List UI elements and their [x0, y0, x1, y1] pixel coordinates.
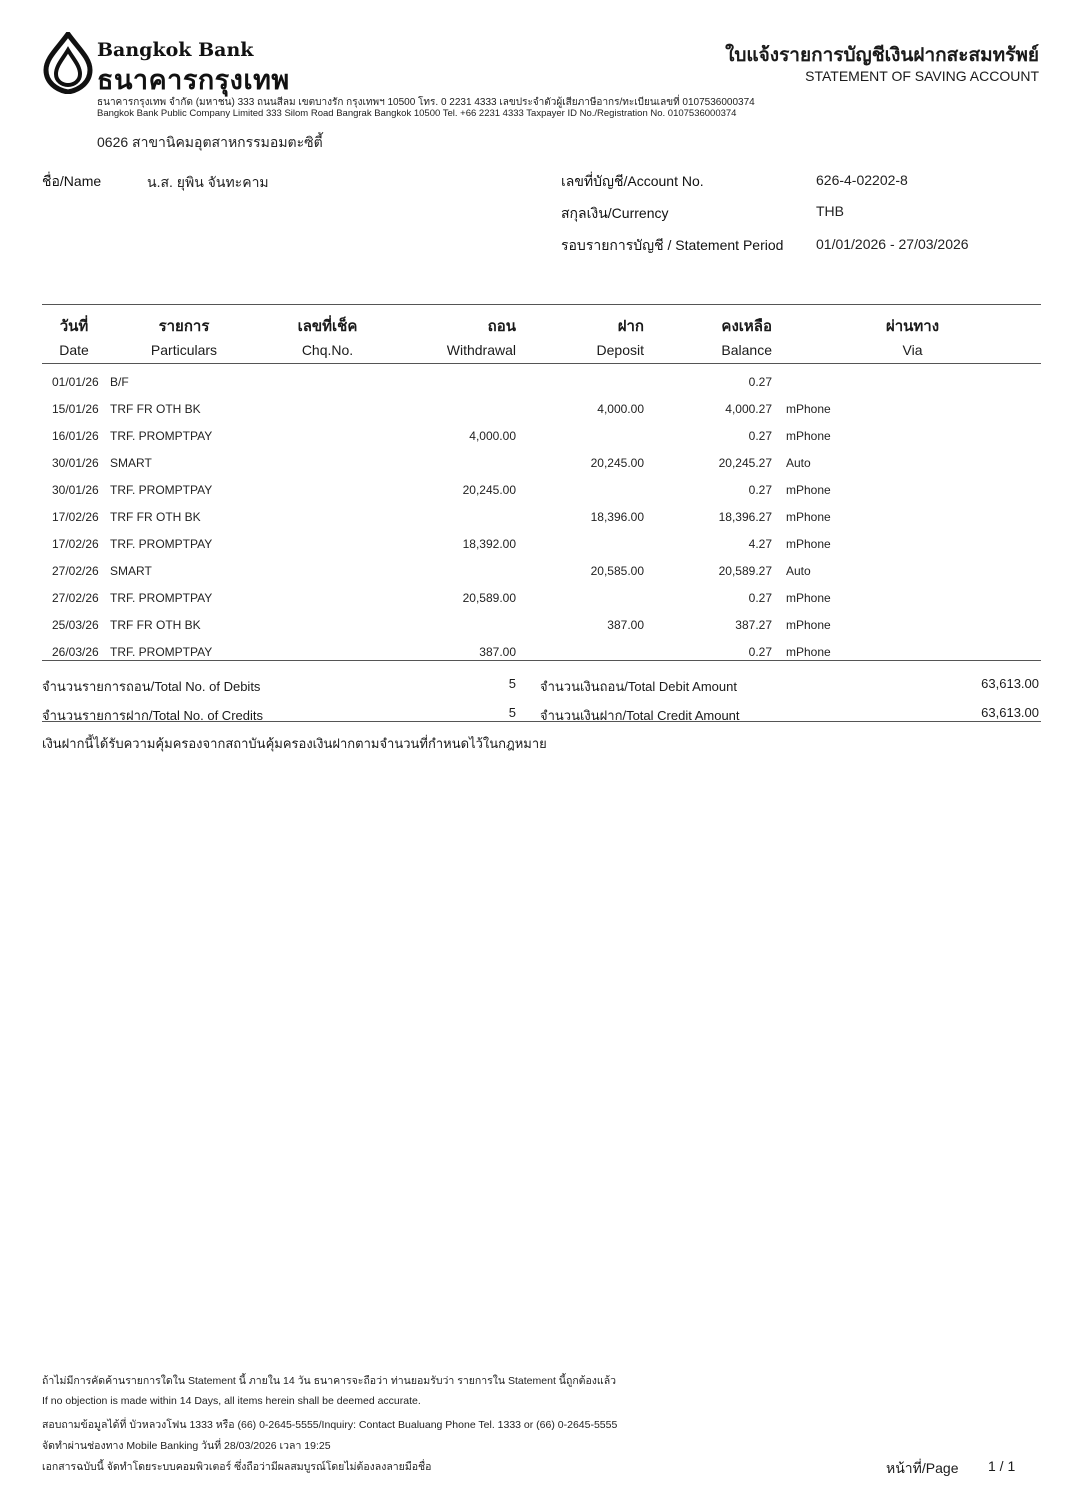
page-number: 1 / 1 — [988, 1458, 1016, 1474]
row-balance: 0.27 — [748, 429, 772, 443]
totals-rule — [42, 721, 1041, 722]
row-date: 30/01/26 — [52, 456, 99, 470]
credits-count-label: จำนวนรายการฝาก/Total No. of Credits — [42, 708, 263, 723]
row-balance: 0.27 — [748, 645, 772, 659]
bangkok-bank-lotus-icon — [40, 32, 96, 94]
row-balance: 20,589.27 — [718, 564, 772, 578]
period-label: รอบรายการบัญชี / Statement Period — [561, 237, 784, 253]
row-withdrawal: 20,589.00 — [462, 591, 516, 605]
debits-count: 5 — [508, 676, 516, 691]
footer-computer-generated: เอกสารฉบับนี้ จัดทำโดยระบบคอมพิวเตอร์ ซึ่งถือว่ามีผลสมบูรณ์โดยไม่ต้องลงลายมือชื่อ — [42, 1461, 432, 1473]
header-date-en: Date — [59, 342, 89, 358]
row-particulars: TRF. PROMPTPAY — [110, 645, 213, 659]
page-label: หน้าที่/Page — [886, 1460, 959, 1476]
table-top-rule — [42, 304, 1041, 305]
row-deposit: 18,396.00 — [590, 510, 644, 524]
row-via: mPhone — [786, 618, 831, 632]
row-balance: 4.27 — [748, 537, 772, 551]
row-balance: 18,396.27 — [718, 510, 772, 524]
header-date-th: วันที่ — [59, 318, 89, 335]
name-label: ชื่อ/Name — [42, 173, 102, 189]
footer-inquiry: สอบถามข้อมูลได้ที่ บัวหลวงโฟน 1333 หรือ (66) 0-2645-5555/Inquiry: Contact Bualuang Phone Tel. 1333 or (66) 0-2645-5555 — [42, 1419, 618, 1431]
account-value: 626-4-02202-8 — [816, 172, 908, 188]
document-title-en: STATEMENT OF SAVING ACCOUNT — [805, 68, 1039, 84]
row-date: 17/02/26 — [52, 537, 99, 551]
credit-amount-label: จำนวนเงินฝาก/Total Credit Amount — [540, 708, 740, 723]
table-row — [0, 561, 1084, 588]
row-deposit: 20,585.00 — [590, 564, 644, 578]
row-particulars: TRF FR OTH BK — [110, 618, 201, 632]
row-particulars: TRF FR OTH BK — [110, 510, 201, 524]
row-date: 17/02/26 — [52, 510, 99, 524]
footer-objection-th: ถ้าไม่มีการคัดค้านรายการใดใน Statement นี้ ภายใน 14 วัน ธนาคารจะถือว่า ท่านยอมรับว่า รายการใน Statement นี้ถูกต้องแล้ว — [42, 1375, 617, 1387]
row-particulars: SMART — [110, 564, 152, 578]
row-particulars: B/F — [110, 375, 129, 389]
bank-address-th: ธนาคารกรุงเทพ จำกัด (มหาชน) 333 ถนนสีลม เขตบางรัก กรุงเทพฯ 10500 โทร. 0 2231 4333 เลขประจำตัวผู้เสียภาษีอากร/ทะเบียนเลขที่ 0107536000374 — [97, 97, 755, 108]
table-row — [0, 480, 1084, 507]
currency-value: THB — [816, 203, 844, 219]
bank-name-th: ธนาคารกรุงเทพ — [97, 65, 290, 95]
header-particulars-th: รายการ — [158, 318, 210, 335]
table-row — [0, 372, 1084, 399]
credit-amount: 63,613.00 — [981, 705, 1039, 720]
row-particulars: TRF. PROMPTPAY — [110, 483, 213, 497]
row-particulars: TRF. PROMPTPAY — [110, 537, 213, 551]
bank-name-en: Bangkok Bank — [97, 39, 254, 61]
row-particulars: TRF. PROMPTPAY — [110, 429, 213, 443]
row-via: mPhone — [786, 645, 831, 659]
header-chq-th: เลขที่เช็ค — [297, 318, 358, 335]
table-row — [0, 615, 1084, 642]
row-balance: 387.27 — [735, 618, 772, 632]
row-via: mPhone — [786, 483, 831, 497]
header-deposit-en: Deposit — [596, 342, 644, 358]
table-row — [0, 642, 1084, 669]
transaction-table-body — [0, 372, 1084, 669]
bank-address-en: Bangkok Bank Public Company Limited 333 Silom Road Bangrak Bangkok 10500 Tel. +66 2231 4333 Taxpayer ID No./Registration No. 0107536000374 — [97, 108, 737, 119]
header-withdrawal-en: Withdrawal — [446, 342, 516, 358]
row-date: 25/03/26 — [52, 618, 99, 632]
debits-count-label: จำนวนรายการถอน/Total No. of Debits — [42, 679, 261, 694]
header-chq-en: Chq.No. — [301, 342, 354, 358]
credits-count: 5 — [508, 705, 516, 720]
currency-label: สกุลเงิน/Currency — [561, 205, 669, 221]
row-balance: 4,000.27 — [725, 402, 772, 416]
row-via: mPhone — [786, 510, 831, 524]
table-row — [0, 534, 1084, 561]
document-title-th: ใบแจ้งรายการบัญชีเงินฝากสะสมทรัพย์ — [725, 45, 1039, 66]
row-particulars: SMART — [110, 456, 152, 470]
row-via: Auto — [786, 456, 811, 470]
row-date: 30/01/26 — [52, 483, 99, 497]
row-date: 27/02/26 — [52, 591, 99, 605]
row-balance: 0.27 — [748, 483, 772, 497]
table-bottom-rule — [42, 660, 1041, 661]
table-header-rule — [42, 363, 1041, 364]
row-date: 01/01/26 — [52, 375, 99, 389]
table-row — [0, 399, 1084, 426]
row-withdrawal: 4,000.00 — [469, 429, 516, 443]
deposit-protection-note: เงินฝากนี้ได้รับความคุ้มครองจากสถาบันคุ้มครองเงินฝากตามจำนวนที่กำหนดไว้ในกฎหมาย — [42, 736, 547, 751]
account-label: เลขที่บัญชี/Account No. — [561, 173, 704, 189]
header-particulars-en: Particulars — [150, 342, 218, 358]
row-particulars: TRF FR OTH BK — [110, 402, 201, 416]
row-via: mPhone — [786, 429, 831, 443]
table-row — [0, 588, 1084, 615]
row-balance: 20,245.27 — [718, 456, 772, 470]
table-row — [0, 426, 1084, 453]
row-deposit: 4,000.00 — [597, 402, 644, 416]
row-balance: 0.27 — [748, 591, 772, 605]
row-particulars: TRF. PROMPTPAY — [110, 591, 213, 605]
row-withdrawal: 387.00 — [479, 645, 516, 659]
period-value: 01/01/2026 - 27/03/2026 — [816, 236, 969, 252]
row-via: Auto — [786, 564, 811, 578]
header-via-en: Via — [902, 342, 923, 358]
row-date: 15/01/26 — [52, 402, 99, 416]
row-deposit: 20,245.00 — [590, 456, 644, 470]
header-deposit-th: ฝาก — [617, 318, 644, 335]
row-via: mPhone — [786, 402, 831, 416]
table-row — [0, 453, 1084, 480]
table-row — [0, 507, 1084, 534]
branch-name: 0626 สาขานิคมอุตสาหกรรมอมตะซิตี้ — [97, 134, 323, 150]
row-via: mPhone — [786, 537, 831, 551]
footer-objection-en: If no objection is made within 14 Days, all items herein shall be deemed accurate. — [42, 1395, 421, 1407]
footer-generated-date: จัดทำผ่านช่องทาง Mobile Banking วันที่ 28/03/2026 เวลา 19:25 — [42, 1440, 331, 1452]
header-balance-th: คงเหลือ — [721, 318, 772, 335]
debit-amount: 63,613.00 — [981, 676, 1039, 691]
row-withdrawal: 18,392.00 — [462, 537, 516, 551]
row-balance: 0.27 — [748, 375, 772, 389]
row-deposit: 387.00 — [607, 618, 644, 632]
bank-logo — [40, 32, 96, 94]
debit-amount-label: จำนวนเงินถอน/Total Debit Amount — [540, 679, 737, 694]
header-via-th: ผ่านทาง — [885, 318, 940, 335]
row-withdrawal: 20,245.00 — [462, 483, 516, 497]
header-withdrawal-th: ถอน — [487, 318, 516, 335]
row-date: 27/02/26 — [52, 564, 99, 578]
row-date: 26/03/26 — [52, 645, 99, 659]
row-date: 16/01/26 — [52, 429, 99, 443]
name-value: น.ส. ยุพิน จันทะคาม — [147, 174, 269, 190]
row-via: mPhone — [786, 591, 831, 605]
header-balance-en: Balance — [721, 342, 772, 358]
